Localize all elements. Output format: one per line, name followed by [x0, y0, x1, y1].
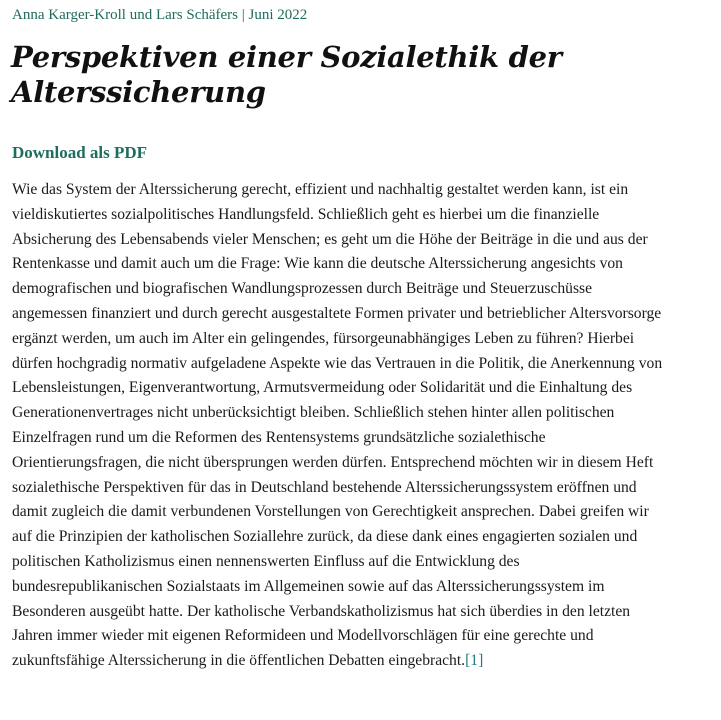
body-line: vieldiskutiertes sozialpolitisches Handlungsfeld. Schließlich geht es hierbei um die finanzielle — [12, 205, 600, 223]
article-title — [11, 40, 562, 110]
body-line: Lebensleistungen, Eigenverantwortung, Armutsvermeidung oder Solidarität und die Einhaltung des — [12, 379, 633, 397]
article-body-paragraph — [12, 178, 721, 674]
article-byline: Anna Karger-Kroll und Lars Schäfers | Juni 2022 — [12, 7, 308, 23]
body-line: Einzelfragen rund um die Reformen des Rentensystems grundsätzliche sozialethische — [12, 428, 546, 446]
body-line: Jahren immer wieder mit eigenen Reformideen und Modellvorschlägen für eine gerechte und — [12, 627, 594, 645]
body-line: Orientierungsfragen, die nicht übersprungen werden dürfen. Entsprechend möchten wir in diesem Heft — [12, 453, 654, 471]
body-line: Wie das System der Alterssicherung gerecht, effizient und nachhaltig gestaltet werden kann, ist ein — [12, 181, 629, 198]
body-line: sozialethische Perspektiven für das in Deutschland bestehende Alterssicherungssystem eröffnen und — [12, 478, 637, 496]
article-title-line-2: Alterssicherung — [11, 75, 266, 109]
body-line: bundesrepublikanischen Sozialstaats im Allgemeinen sowie auf das Alterssicherungssystem im — [12, 577, 605, 595]
body-line: auf die Prinzipien der katholischen Soziallehre zurück, da diese dank eines engagierten sozialen und — [12, 528, 638, 546]
body-line-last — [12, 649, 721, 674]
footnote-link[interactable]: [1] — [465, 652, 484, 670]
download-pdf-link[interactable]: Download als PDF — [12, 143, 148, 162]
body-line: Besonderen ausgeübt hatte. Der katholische Verbandskatholizismus hat sich überdies in den letzten — [12, 602, 631, 620]
body-line: damit zugleich die damit verbundenen Vorstellungen von Gerechtigkeit ansprechen. Dabei greifen wir — [12, 503, 649, 521]
body-line: Generationenvertrages nicht unberücksichtigt bleiben. Schließlich stehen hinter allen politischen — [12, 404, 615, 422]
body-line: Absicherung des Lebensabends vieler Menschen; es geht um die Höhe der Beiträge in die und aus der — [12, 230, 648, 248]
article-title-line-1: Perspektiven einer Sozialethik der — [11, 40, 562, 74]
body-line: politischen Katholizismus einen nennenswerten Einfluss auf die Entwicklung des — [12, 552, 520, 570]
body-line-text: zukunftsfähige Alterssicherung in die öffentlichen Debatten eingebracht. — [12, 652, 466, 670]
body-line: ergänzt werden, um auch im Alter ein gelingendes, fürsorgeunabhängiges Leben zu führen? Hierbei — [12, 329, 635, 347]
body-line: Rentenkasse und damit auch um die Frage: Wie kann die deutsche Alterssicherung angesichts von — [12, 255, 623, 273]
body-line: demografischen und biografischen Wandlungsprozessen durch Beiträge und Steuerzuschüsse — [12, 280, 593, 298]
body-line: dürfen hochgradig normativ aufgeladene Aspekte wie das Vertrauen in die Politik, die Anerkennung von — [12, 354, 663, 372]
body-line: angemessen finanziert und durch gerecht ausgestaltete Formen privater und betrieblicher Altersvorsorge — [12, 304, 662, 322]
